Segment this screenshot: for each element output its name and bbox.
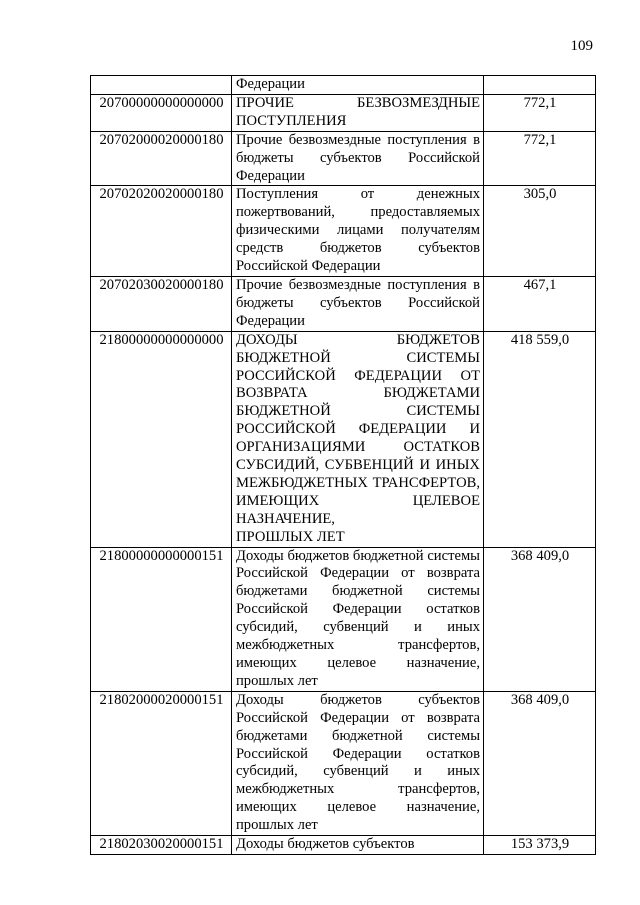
revenue-name-cell [232,131,484,186]
table-row [91,186,596,277]
revenue-name-cell [232,94,484,131]
revenue-name-line: бюджеты субъектов Российской [236,149,480,166]
revenue-name-line: имеющих целевое назначение, [236,799,480,816]
revenue-name-line: Федерации [236,312,305,329]
table-body [91,76,596,855]
revenue-name-line: Российской Федерации [236,258,381,275]
budget-code-cell [91,76,232,95]
revenue-name-line: БЮДЖЕТНОЙ СИСТЕМЫ [236,349,480,366]
budget-code-cell: 21800000000000000 [91,331,232,547]
revenue-name-line: ПОСТУПЛЕНИЯ [236,112,347,129]
revenue-name-line: ИНЫХ МЕЖБЮДЖЕТНЫХ [236,457,480,491]
revenue-name-cell [232,836,484,855]
revenue-name-line: ВОЗВРАТА БЮДЖЕТАМИ [236,385,480,402]
revenue-name-line: Федерации [236,76,305,92]
revenue-name-line: бюджетами бюджетной системы [236,727,480,744]
revenue-name-line: ПРОШЛЫХ ЛЕТ [236,528,345,545]
revenue-name-line: остатков субсидий, субвенций и иных [236,601,480,636]
revenue-name-line: возврата бюджетами бюджетной [236,565,481,600]
table-row [91,547,596,691]
revenue-name-line: Прочие безвозмездные поступления в [236,131,480,148]
revenue-name-line: ЦЕЛЕВОЕ НАЗНАЧЕНИЕ, [236,492,480,527]
budget-code-cell: 20702000020000180 [91,131,232,186]
revenue-name-cell [232,331,484,547]
revenue-name-line: Российской Федерации от возврата [236,709,480,726]
budget-code-cell: 20702020020000180 [91,186,232,277]
table-row [91,836,596,855]
revenue-name-line: средств бюджетов субъектов [236,240,480,257]
budget-code-cell: 20702030020000180 [91,276,232,331]
table-row [91,331,596,547]
table-row [91,76,596,95]
revenue-name-line: прошлых лет [236,672,318,689]
revenue-name-cell [232,547,484,691]
amount-cell: 368 409,0 [484,691,596,835]
revenue-name-line: РОССИЙСКОЙ ФЕДЕРАЦИИ ОТ [236,367,480,384]
revenue-name-cell [232,276,484,331]
revenue-name-line: Доходы бюджетов субъектов [236,691,480,708]
budget-revenue-table [90,75,596,855]
amount-cell: 772,1 [484,94,596,131]
revenue-name-line: СУБСИДИЙ, СУБВЕНЦИЙ И [236,457,430,474]
budget-code-cell: 21800000000000151 [91,547,232,691]
revenue-name-line: системы Российской Федерации от [236,547,480,582]
amount-cell: 418 559,0 [484,331,596,547]
revenue-name-line: ОРГАНИЗАЦИЯМИ ОСТАТКОВ [236,439,480,456]
table-row [91,276,596,331]
revenue-name-line: Федерации [236,167,305,184]
amount-cell: 772,1 [484,131,596,186]
amount-cell: 368 409,0 [484,547,596,691]
revenue-name-cell [232,691,484,835]
revenue-name-line: субсидий, субвенций и иных [236,763,480,780]
budget-code-cell: 20700000000000000 [91,94,232,131]
revenue-name-cell [232,186,484,277]
revenue-name-line: пожертвований, предоставляемых [236,204,480,221]
amount-cell: 467,1 [484,276,596,331]
revenue-name-line: Доходы бюджетов бюджетной [236,547,424,564]
amount-cell: 153 373,9 [484,836,596,855]
amount-cell: 305,0 [484,186,596,277]
revenue-name-line: Прочие безвозмездные поступления в [236,276,480,293]
revenue-name-line: прошлых лет [236,817,318,834]
revenue-name-line: физическими лицами получателям [236,222,480,239]
revenue-name-line: Доходы бюджетов субъектов [236,836,415,853]
table-row [91,94,596,131]
budget-code-cell: 21802030020000151 [91,836,232,855]
revenue-name-line: имеющих целевое назначение, [236,655,480,671]
page-number: 109 [570,38,593,54]
revenue-name-line: БЮДЖЕТНОЙ СИСТЕМЫ [236,403,480,420]
revenue-name-line: ПРОЧИЕ БЕЗВОЗМЕЗДНЫЕ [236,94,480,111]
amount-cell [484,76,596,95]
revenue-name-line: системы Российской Федерации [236,583,480,618]
budget-code-cell: 21802000020000151 [91,691,232,835]
revenue-name-line: бюджеты субъектов Российской [236,294,480,311]
revenue-name-line: ДОХОДЫ БЮДЖЕТОВ [236,331,480,348]
revenue-name-line: Российской Федерации остатков [236,745,480,762]
revenue-name-line: межбюджетных трансфертов, [236,781,480,798]
revenue-name-line: Поступления от денежных [236,186,480,203]
revenue-name-cell [232,76,484,95]
table-row [91,131,596,186]
table-row [91,691,596,835]
revenue-name-line: ТРАНСФЕРТОВ, ИМЕЮЩИХ [236,474,480,509]
revenue-name-line: РОССИЙСКОЙ ФЕДЕРАЦИИ И [236,421,480,438]
revenue-name-line: межбюджетных трансфертов, [236,637,480,654]
